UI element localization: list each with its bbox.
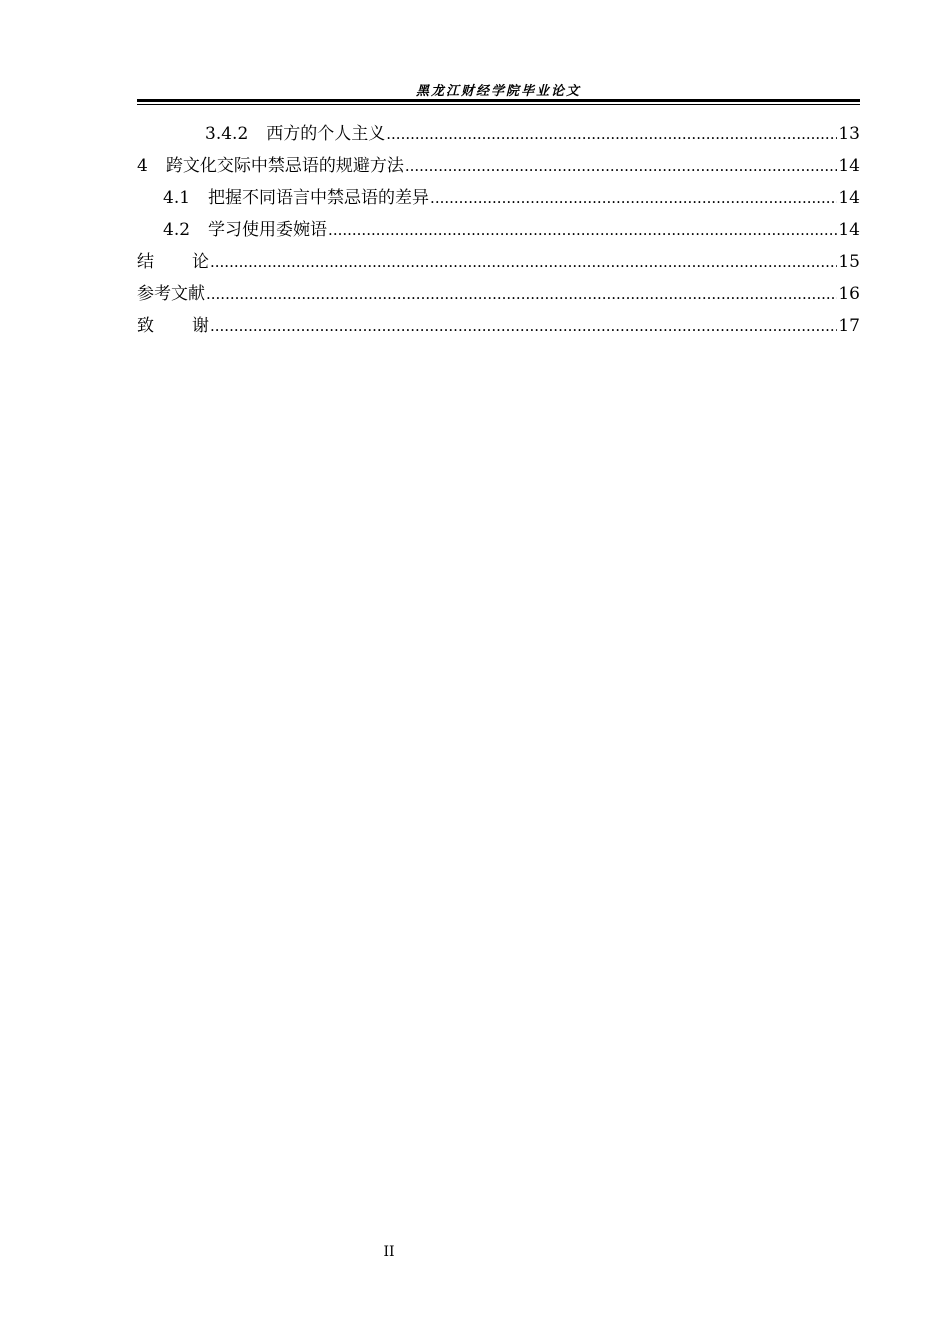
- toc-entry-4-1[interactable]: [137, 182, 860, 214]
- toc-entry-page: 14: [838, 220, 860, 240]
- toc-entry-page: 14: [838, 156, 860, 176]
- toc-entry-3-4-2[interactable]: [137, 118, 860, 150]
- toc-entry-number: 4.1: [163, 188, 191, 208]
- toc-entry-title-char: 论: [192, 252, 209, 272]
- table-of-contents: [137, 118, 860, 342]
- page-header-title: 黑龙江财经学院毕业论文: [415, 84, 581, 99]
- toc-entry-title: 跨文化交际中禁忌语的规避方法: [165, 156, 404, 176]
- toc-entry-title: [137, 310, 209, 342]
- toc-entry-page: 15: [838, 252, 860, 272]
- toc-entry-page: 14: [838, 188, 860, 208]
- toc-entry-title: 学习使用委婉语: [208, 220, 328, 240]
- toc-leader-dots: [210, 246, 837, 278]
- toc-leader-dots: [206, 278, 837, 310]
- toc-entry-acknowledgements[interactable]: [137, 310, 860, 342]
- toc-entry-title: 把握不同语言中禁忌语的差异: [208, 188, 430, 208]
- header-rule-thick: [137, 99, 860, 102]
- toc-leader-dots: [430, 182, 837, 214]
- toc-leader-dots: [210, 310, 837, 342]
- toc-entry-title: 西方的个人主义: [266, 124, 386, 144]
- toc-entry-title: [137, 246, 209, 278]
- toc-entry-title-char: 致: [137, 316, 192, 336]
- toc-entry-number: 3.4.2: [205, 124, 249, 144]
- page-number: II: [383, 1244, 395, 1260]
- toc-entry-number: 4.2: [163, 220, 191, 240]
- toc-entry-page: 13: [838, 124, 860, 144]
- toc-leader-dots: [386, 118, 837, 150]
- header-rule-thin: [137, 104, 860, 105]
- toc-entry-4[interactable]: [137, 150, 860, 182]
- toc-entry-conclusion[interactable]: [137, 246, 860, 278]
- toc-entry-title: 参考文献: [137, 284, 205, 304]
- toc-entry-page: 17: [838, 316, 860, 336]
- toc-entry-4-2[interactable]: [137, 214, 860, 246]
- toc-leader-dots: [405, 150, 838, 182]
- toc-entry-page: 16: [838, 284, 860, 304]
- toc-entry-title-char: 谢: [192, 316, 209, 336]
- toc-leader-dots: [328, 214, 837, 246]
- toc-entry-title-char: 结: [137, 252, 192, 272]
- toc-entry-number: 4: [137, 156, 148, 176]
- toc-entry-references[interactable]: [137, 278, 860, 310]
